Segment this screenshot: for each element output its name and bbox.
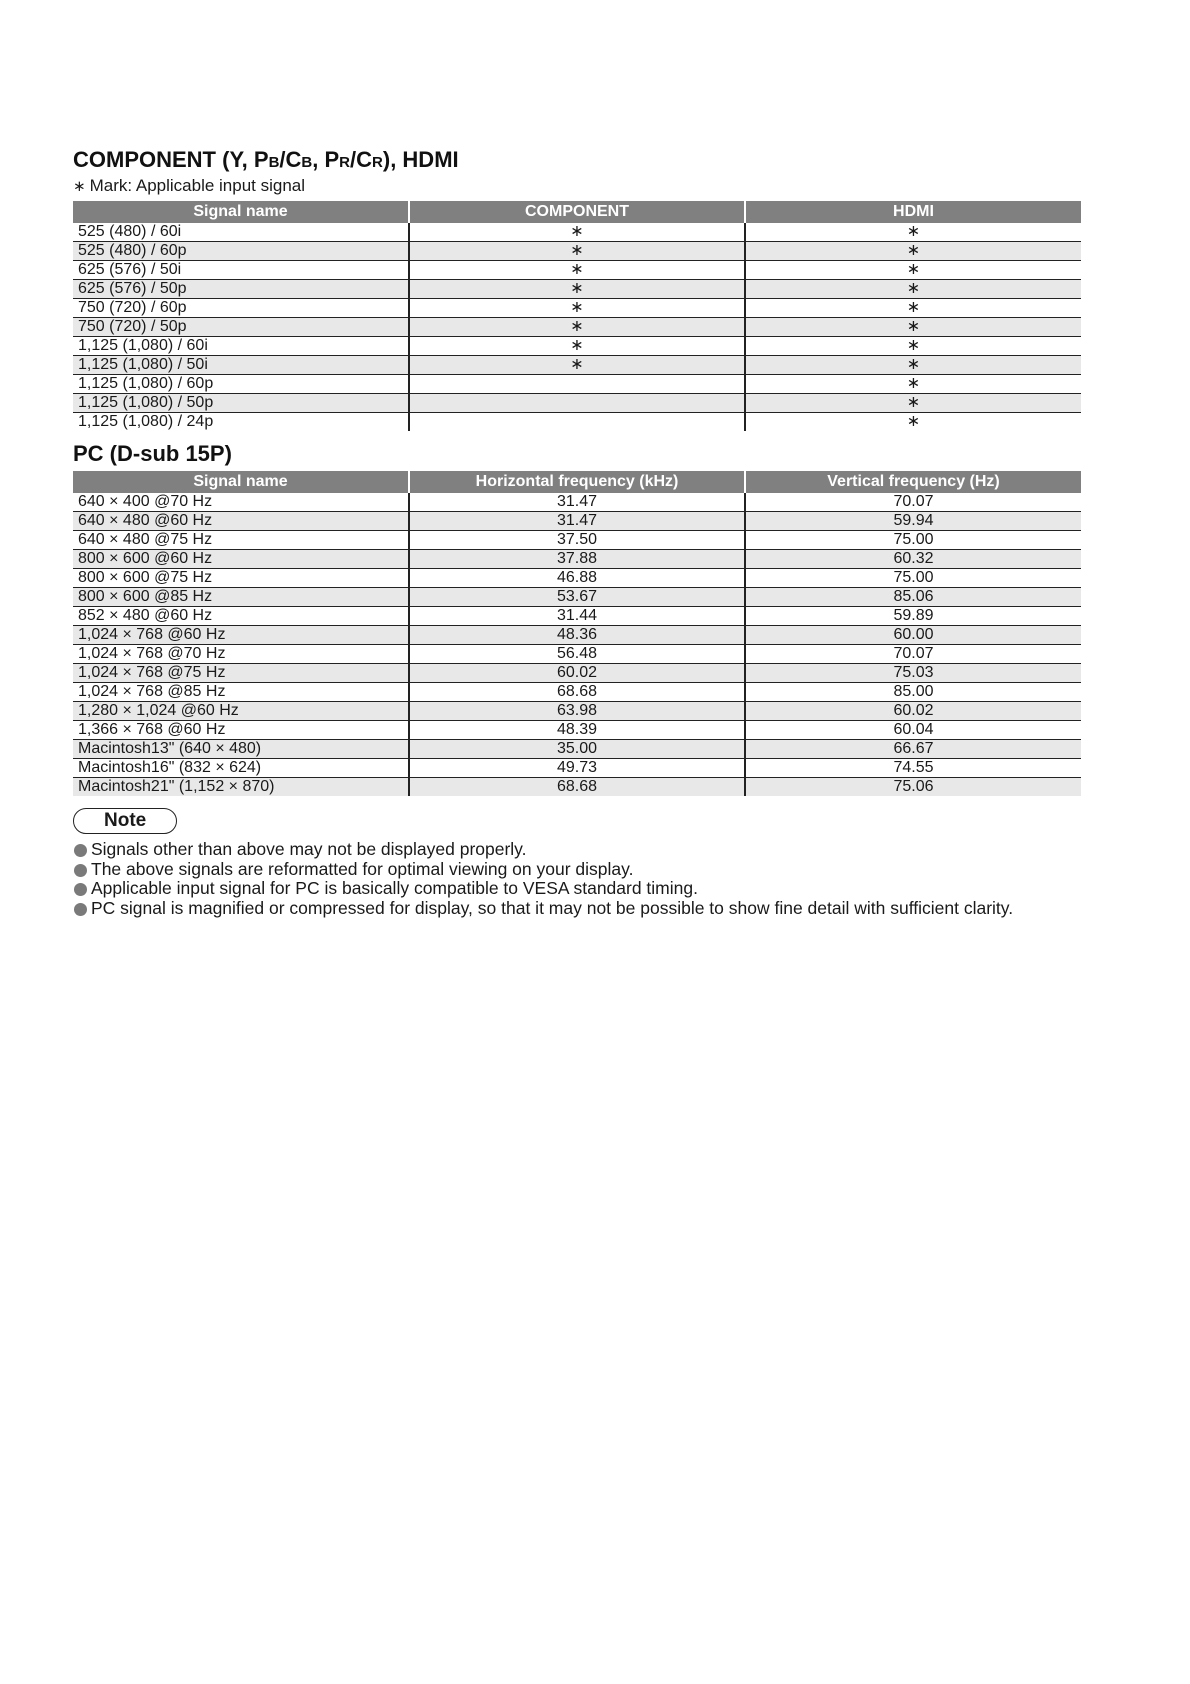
horizontal-frequency-cell: 56.48 [409,645,745,664]
component-title-main: COMPONENT [73,147,216,172]
signal-name-cell: 1,125 (1,080) / 24p [73,413,409,432]
component-mark-cell: ∗ [409,337,745,356]
hdmi-mark-cell: ∗ [745,223,1081,242]
column-header-signal-name: Signal name [73,201,409,223]
hdmi-mark-cell: ∗ [745,299,1081,318]
column-header-horizontal-frequency: Horizontal frequency (kHz) [409,471,745,493]
column-header-vertical-frequency: Vertical frequency (Hz) [745,471,1081,493]
signal-name-cell: 525 (480) / 60p [73,242,409,261]
signal-name-cell: 625 (576) / 50p [73,280,409,299]
table-row [73,223,1081,242]
horizontal-frequency-cell: 68.68 [409,778,745,797]
horizontal-frequency-cell: 46.88 [409,569,745,588]
table-row [73,550,1081,569]
signal-name-cell: 750 (720) / 50p [73,318,409,337]
table-row [73,664,1081,683]
note-text: PC signal is magnified or compressed for display, so that it may not be possible to show fine detail with sufficient clarity. [91,897,1014,918]
signal-name-cell: 1,125 (1,080) / 60p [73,375,409,394]
signal-name-cell: 1,024 × 768 @75 Hz [73,664,409,683]
signal-name-cell: 1,024 × 768 @60 Hz [73,626,409,645]
note-text: The above signals are reformatted for optimal viewing on your display. [91,858,634,879]
vertical-frequency-cell: 59.89 [745,607,1081,626]
list-item [73,879,1081,899]
table-row [73,607,1081,626]
hdmi-mark-cell: ∗ [906,413,921,430]
signal-name-cell: 800 × 600 @85 Hz [73,588,409,607]
hdmi-mark-cell: ∗ [745,394,1081,413]
table-row [73,683,1081,702]
horizontal-frequency-cell: 37.50 [409,531,745,550]
vertical-frequency-cell: 66.67 [745,740,1081,759]
hdmi-mark-cell: ∗ [745,242,1081,261]
component-mark-cell: ∗ [409,242,745,261]
asterisk-icon: ∗ [73,178,86,195]
bullet-icon [74,883,87,896]
horizontal-frequency-cell: 53.67 [409,588,745,607]
table-row [73,261,1081,280]
table-row [73,413,1081,432]
component-title-part: ) [382,147,391,172]
table-row [73,375,1081,394]
table-row [73,512,1081,531]
component-mark-cell: ∗ [409,261,745,280]
bullet-icon [74,864,87,877]
vertical-frequency-cell: 75.03 [745,664,1081,683]
table-row [73,299,1081,318]
horizontal-frequency-cell: 60.02 [409,664,745,683]
component-mark-cell: ∗ [409,318,745,337]
horizontal-frequency-cell: 31.47 [409,512,745,531]
list-item [73,860,1081,880]
signal-name-cell: 750 (720) / 60p [73,299,409,318]
table-row [73,569,1081,588]
table-row [73,740,1081,759]
vertical-frequency-cell: 70.07 [745,645,1081,664]
component-mark-cell: ∗ [409,299,745,318]
component-title-part: /C [279,147,302,172]
signal-name-cell: 640 × 480 @75 Hz [73,531,409,550]
signal-name-cell: 625 (576) / 50i [73,261,409,280]
horizontal-frequency-cell: 35.00 [409,740,745,759]
table-row [73,531,1081,550]
vertical-frequency-cell: 60.04 [745,721,1081,740]
table-row [73,645,1081,664]
table-row [73,394,1081,413]
vertical-frequency-cell: 59.94 [745,512,1081,531]
signal-name-cell: 1,125 (1,080) / 50p [73,394,409,413]
table-row [73,493,1081,512]
horizontal-frequency-cell: 49.73 [409,759,745,778]
horizontal-frequency-cell: 37.88 [409,550,745,569]
pc-section-title [73,441,1081,467]
table-row [73,721,1081,740]
document-page [73,147,1081,918]
column-header-component: COMPONENT [409,201,745,223]
vertical-frequency-cell: 75.00 [745,569,1081,588]
component-title-part: , P [312,147,340,172]
component-mark-cell: ∗ [409,356,745,375]
hdmi-mark-cell: ∗ [745,375,1081,394]
component-mark-cell: ∗ [409,223,745,242]
table-row [73,280,1081,299]
pc-signal-table [73,471,1081,796]
vertical-frequency-cell: 60.02 [745,702,1081,721]
table-row [73,778,1081,797]
signal-name-cell: 800 × 600 @60 Hz [73,550,409,569]
column-header-signal-name: Signal name [73,471,409,493]
signal-name-cell: 640 × 480 @60 Hz [73,512,409,531]
vertical-frequency-cell: 60.32 [745,550,1081,569]
pc-title-rest: (D-sub 15P) [103,441,232,466]
vertical-frequency-cell: 75.00 [745,531,1081,550]
table-row [73,759,1081,778]
bullet-icon [74,903,87,916]
table-row [73,588,1081,607]
horizontal-frequency-cell: 63.98 [409,702,745,721]
list-item [73,899,1081,919]
column-header-hdmi: HDMI [745,201,1081,223]
component-title-part: /C [350,147,373,172]
table-row [73,626,1081,645]
component-title-part: B [301,154,313,171]
mark-legend [73,176,1081,197]
signal-name-cell: 1,024 × 768 @70 Hz [73,645,409,664]
vertical-frequency-cell: 85.00 [745,683,1081,702]
signal-name-cell: 1,125 (1,080) / 60i [73,337,409,356]
component-mark-cell [409,413,745,432]
signal-name-cell: 525 (480) / 60i [73,223,409,242]
table-header-row [73,471,1081,493]
component-title-part: R [372,154,383,171]
table-row [73,242,1081,261]
vertical-frequency-cell: 70.07 [745,493,1081,512]
table-row [73,337,1081,356]
signal-name-cell: 1,024 × 768 @85 Hz [73,683,409,702]
signal-name-cell: 1,125 (1,080) / 50i [73,356,409,375]
horizontal-frequency-cell: 48.39 [409,721,745,740]
vertical-frequency-cell: 85.06 [745,588,1081,607]
component-mark-cell [409,375,745,394]
note-text: Signals other than above may not be displayed properly. [91,839,527,859]
component-section-title [73,147,1081,176]
horizontal-frequency-cell: 68.68 [409,683,745,702]
mark-legend-text: Mark: Applicable input signal [89,176,306,195]
signal-name-cell: 640 × 400 @70 Hz [73,493,409,512]
signal-name-cell: 852 × 480 @60 Hz [73,607,409,626]
component-signal-table [73,201,1081,431]
note-text: Applicable input signal for PC is basically compatible to VESA standard timing. [91,878,698,898]
horizontal-frequency-cell: 48.36 [409,626,745,645]
table-header-row [73,201,1081,223]
hdmi-mark-cell: ∗ [745,337,1081,356]
component-title-part: R [339,154,351,171]
hdmi-mark-cell: ∗ [745,261,1081,280]
horizontal-frequency-cell: 31.44 [409,607,745,626]
table-row [73,356,1081,375]
vertical-frequency-cell: 75.06 [745,778,1081,797]
list-item [73,840,1081,860]
hdmi-mark-cell: ∗ [745,356,1081,375]
note-label: Note [73,808,177,834]
signal-name-cell: 1,366 × 768 @60 Hz [73,721,409,740]
vertical-frequency-cell: 74.55 [745,759,1081,778]
component-mark-cell: ∗ [409,280,745,299]
signal-name-cell: Macintosh16" (832 × 624) [73,759,409,778]
signal-name-cell: Macintosh13" (640 × 480) [73,740,409,759]
hdmi-mark-cell: ∗ [745,280,1081,299]
signal-name-cell: 1,280 × 1,024 @60 Hz [73,702,409,721]
vertical-frequency-cell: 60.00 [745,626,1081,645]
bullet-icon [74,844,87,857]
notes-list [73,840,1081,918]
pc-title-main: PC [73,441,104,466]
hdmi-mark-cell: ∗ [745,318,1081,337]
component-title-part: B [268,154,280,171]
table-row [73,702,1081,721]
horizontal-frequency-cell: 31.47 [409,493,745,512]
signal-name-cell: 800 × 600 @75 Hz [73,569,409,588]
component-title-part: (Y, P [216,147,269,172]
signal-name-cell: Macintosh21" (1,152 × 870) [73,778,409,797]
table-row [73,318,1081,337]
component-mark-cell [409,394,745,413]
component-title-hdmi: , HDMI [390,147,459,172]
